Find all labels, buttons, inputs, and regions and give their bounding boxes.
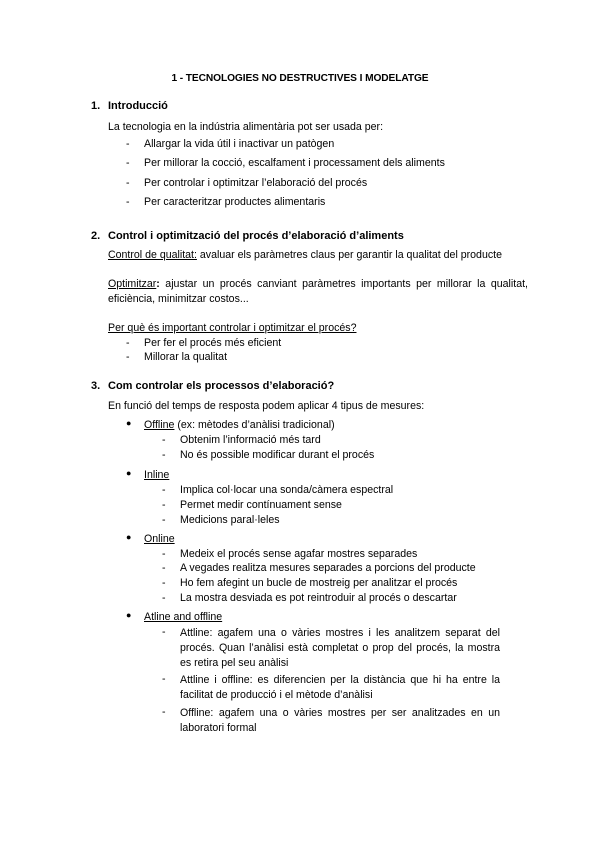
question: Per què és important controlar i optimitzar el procés? [108, 322, 357, 334]
section-number: 1. [91, 100, 101, 112]
section-title: Control i optimització del procés d’elaboració d’aliments [108, 230, 404, 242]
document-page: 1 - TECNOLOGIES NO DESTRUCTIVES I MODELATGE 1. Introducció La tecnologia en la indústria alimentària pot ser usada per: - Allargar la vida útil i inactivar un patògen - Per millorar la cocció, escalfament i processament dels aliments - Per controlar i optimitzar l’elaboració del procés - Per caracteritzar productes alimentaris 2. Control i optimització del procés d’elaboració d’aliments Control de qualitat: avaluar els paràmetres claus per garantir la qualitat del producte Optimitzar: ajustar un procés canviant paràmetres importants per millorar la qualitat, eficiència, minimitzar costos... Per què és important controlar i optimitzar el procés? - Per fer el procés més eficient - Millorar la qualitat 3. Com controlar els processos d’elaboració? En funció del temps de resposta podem aplicar 4 tipus de mesures: ● Offline (ex: mètodes d’anàlisi tradicional) - Obtenim l’informació més tard - No és possible modificar durant el procés ● Inline - Implica col·locar una sonda/càmera espectral - Permet medir contínuament sense - Medicions paral·leles ● Online - Medeix el procés sense agafar mostres separades - A vegades realitza mesures separades a porcions del producte - Ho fem afegint un bucle de mostreig per analitzar el procés - La mostra desviada es pot reintroduir al procés o descartar ● Atline and offline - Attline: agafem una o vàries mostres i les analitzem separat del procés. Quan l’anàlisi està completat o prop del procés, la mostra es retira pel seu anàlisi - Attline i offline: es diferencien per la distància que hi ha entre la facilitat de producció i el mètode d’anàlisi - Offline: agafem una o vàries mostres per ser analitzades en un laboratori formal [0, 0, 600, 848]
section-heading-control [91, 230, 404, 242]
section-number: 3. [91, 380, 101, 392]
section-heading-introduccio [91, 100, 168, 112]
paragraph-control-qualitat: Control de qualitat: avaluar els paràmetres claus per garantir la qualitat del producte [108, 249, 502, 261]
section-number: 2. [91, 230, 101, 242]
paragraph: La tecnologia en la indústria alimentària pot ser usada per: [108, 121, 384, 133]
section-heading-com-controlar [91, 380, 334, 392]
bullet-icon: ● [126, 468, 132, 478]
list-item-text: Attline i offline: es diferencien per la distància que hi ha entre la facilitat de producció i el mètode d’anàlisi [180, 674, 500, 701]
section-title: Introducció [108, 100, 168, 112]
paragraph-optimitzar: Optimitzar: ajustar un procés canviant paràmetres importants per millorar la qualitat, eficiència, minimitzar costos... [108, 278, 528, 305]
section-title: Com controlar els processos d’elaboració? [108, 380, 335, 392]
term: Optimitzar [108, 278, 157, 290]
document-title: 1 - TECNOLOGIES NO DESTRUCTIVES I MODELATGE [171, 73, 429, 84]
bullet-icon: ● [126, 610, 132, 620]
bullet-icon: ● [126, 532, 132, 542]
list-item-text: Offline: agafem una o vàries mostres per ser analitzades en un laboratori formal [180, 707, 500, 734]
bullet-icon: ● [126, 418, 132, 428]
list-item-text: Attline: agafem una o vàries mostres i les analitzem separat del procés. Quan l’anàlisi està completat o prop del procés, la mostra es retira pel seu anàlisi [180, 627, 500, 669]
paragraph: En funció del temps de resposta podem aplicar 4 tipus de mesures: [108, 400, 425, 412]
term: Control de qualitat: [108, 249, 197, 261]
